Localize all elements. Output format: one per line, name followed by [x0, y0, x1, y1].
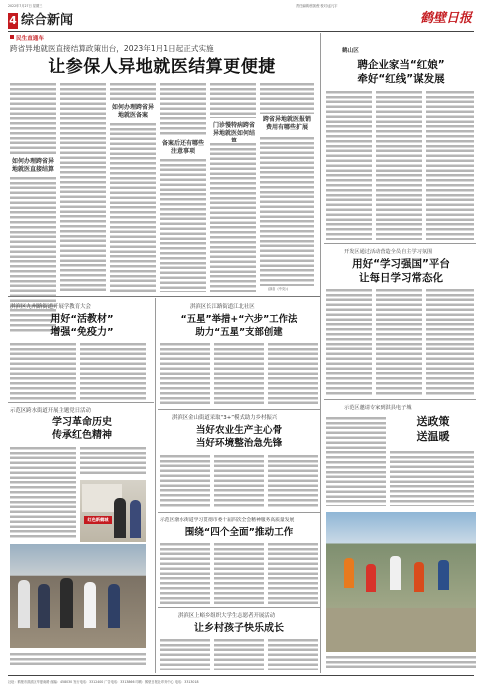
a6-headline: 让乡村孩子快乐成长	[194, 623, 284, 634]
lead-headline: 让参保人异地就医结算更便捷	[48, 57, 276, 77]
photo-figure	[344, 558, 354, 588]
photo-figure	[438, 560, 449, 590]
a2-body-1	[10, 446, 76, 540]
photo-figure	[114, 498, 126, 538]
a1-headline: 用好“活教材” 增强“免疫力”	[50, 314, 114, 338]
r2-body-3	[426, 288, 474, 396]
lead-body-4b	[160, 158, 206, 292]
a5-headline: 围绕“四个全面”推动工作	[184, 527, 294, 538]
rule	[158, 512, 320, 513]
r3-kicker: 示范区邀请专家到淇县电子城	[344, 405, 412, 411]
photo-figure	[60, 578, 73, 628]
lead-byline: (摘自《中央》)	[268, 287, 289, 291]
a3-body-1	[160, 342, 210, 406]
a5-body-3	[268, 542, 318, 604]
a6-kicker: 淇滨区上峪乡组织大学生志愿者开展活动	[178, 613, 276, 619]
photo-figure	[108, 584, 120, 628]
news-photo-red-spirit	[80, 480, 146, 542]
lead-subhead-4: 门诊慢特病跨省异地就医如何结	[212, 122, 255, 137]
a3-kicker: 淇滨区长江路街道江北社区	[190, 304, 255, 310]
lead-body-4	[160, 82, 206, 136]
photo-overlay-text: 红色新鹤城	[84, 516, 112, 524]
r2-headline: 用好“学习强国”平台 让每日学习常态化	[352, 258, 450, 284]
rule	[158, 409, 320, 410]
photo-figure	[414, 562, 424, 592]
r3-body-2	[390, 450, 474, 506]
a4-body-2	[214, 454, 264, 508]
a1-kicker: 淇滨区九州路街道开展学教育大会	[10, 304, 91, 310]
r2-body-1	[326, 288, 372, 396]
a1-body-2	[80, 342, 146, 400]
masthead-rule	[8, 31, 474, 32]
photo-ground	[326, 608, 476, 652]
r1-body-1	[326, 90, 372, 240]
issue-date: 2022年7月27日 星期三	[8, 4, 43, 8]
footer-info: 社址：鹤壁市淇滨区华夏南路 邮编：458030 发行电话：3312400 广告电话：3313866 印刷：鹤壁日报社印务中心 电话：3313018	[8, 680, 199, 684]
a3-body-2	[214, 342, 264, 406]
footer-rule	[8, 675, 474, 676]
a4-body-1	[160, 454, 210, 508]
lead-deck: 跨省异地就医直接结算政策出台，2023年1月1日起正式实施	[10, 44, 214, 53]
lead-body-3b	[110, 122, 156, 292]
r1-kicker: 鹤山区	[342, 48, 359, 54]
rule	[324, 243, 476, 244]
r2-kicker: 开发区通过活动营造全员自主学习氛围	[344, 249, 433, 255]
a2-body-2	[80, 446, 146, 476]
a4-kicker: 淇滨区金山街道采取“3+”模式助力乡村振兴	[172, 415, 278, 421]
a2-kicker: 示范区跨水街道开展主题党日活动	[10, 408, 91, 414]
a5-body-1	[160, 542, 210, 604]
a1-body-1	[10, 342, 76, 400]
lead-subhead-3: 备案后还有哪些注意事项	[161, 140, 204, 155]
lead-subhead-1: 如何办理跨省异地就医直接结算	[12, 158, 55, 173]
column-divider	[155, 298, 156, 673]
lead-body-6	[260, 82, 314, 114]
kicker-bullet	[10, 35, 14, 39]
photo-figure	[38, 584, 50, 628]
rule	[8, 402, 154, 403]
a6-body-1	[160, 638, 210, 670]
photo-figure	[130, 500, 141, 538]
rule	[158, 607, 320, 608]
lead-body-2	[60, 82, 106, 292]
a6-body-2	[214, 638, 264, 670]
column-divider	[320, 33, 321, 673]
a4-headline: 当好农业生产主心骨 当好环境整治急先锋	[195, 425, 283, 449]
section-title: 综合新闻	[21, 13, 74, 28]
r1-headline: 聘企业家当“红娘” 牵好“红线”谋发展	[357, 59, 445, 85]
section-number: 4	[9, 14, 17, 27]
lead-kicker: 民生直通车	[16, 36, 44, 42]
photo-figure	[84, 582, 96, 628]
photo-caption	[10, 652, 146, 666]
r2-body-2	[376, 288, 422, 396]
photo-figure	[366, 564, 376, 592]
lead-subhead-5: 跨省异地就医报销费用有哪些扩展	[262, 116, 311, 131]
r3-body-1	[326, 416, 386, 506]
lead-body-6b	[260, 136, 314, 286]
a5-kicker: 示范区渤水街道学习贯彻市委十届四次全会精神服务高质量发展	[160, 518, 295, 523]
lead-subhead-2: 如何办理跨省异地就医备案	[111, 104, 154, 119]
photo-caption	[326, 655, 476, 669]
r3-headline: 送政策 送温暖	[416, 415, 450, 443]
photo-figure	[390, 556, 401, 590]
rule	[324, 399, 476, 400]
page-editor: 责任编辑/张凯俊 校对/孟凡宇	[296, 4, 338, 8]
a3-body-3	[268, 342, 318, 406]
news-photo-visit	[10, 544, 146, 648]
rule	[8, 296, 320, 297]
news-photo-volunteers	[326, 512, 476, 652]
a2-headline: 学习革命历史 传承红色精神	[52, 417, 112, 441]
lead-body-5	[210, 82, 256, 118]
lead-body-3	[110, 82, 156, 102]
a4-body-3	[268, 454, 318, 508]
a6-body-3	[268, 638, 318, 670]
lead-body-1	[10, 82, 56, 154]
newspaper-logo: 鹤壁日报	[420, 11, 473, 26]
lead-body-5b	[210, 142, 256, 292]
a5-body-2	[214, 542, 264, 604]
r1-body-2	[376, 90, 422, 240]
a3-headline: “五星”举措+“六步”工作法 助力“五星”支部创建	[180, 314, 298, 338]
r1-body-3	[426, 90, 474, 240]
photo-figure	[18, 580, 30, 628]
